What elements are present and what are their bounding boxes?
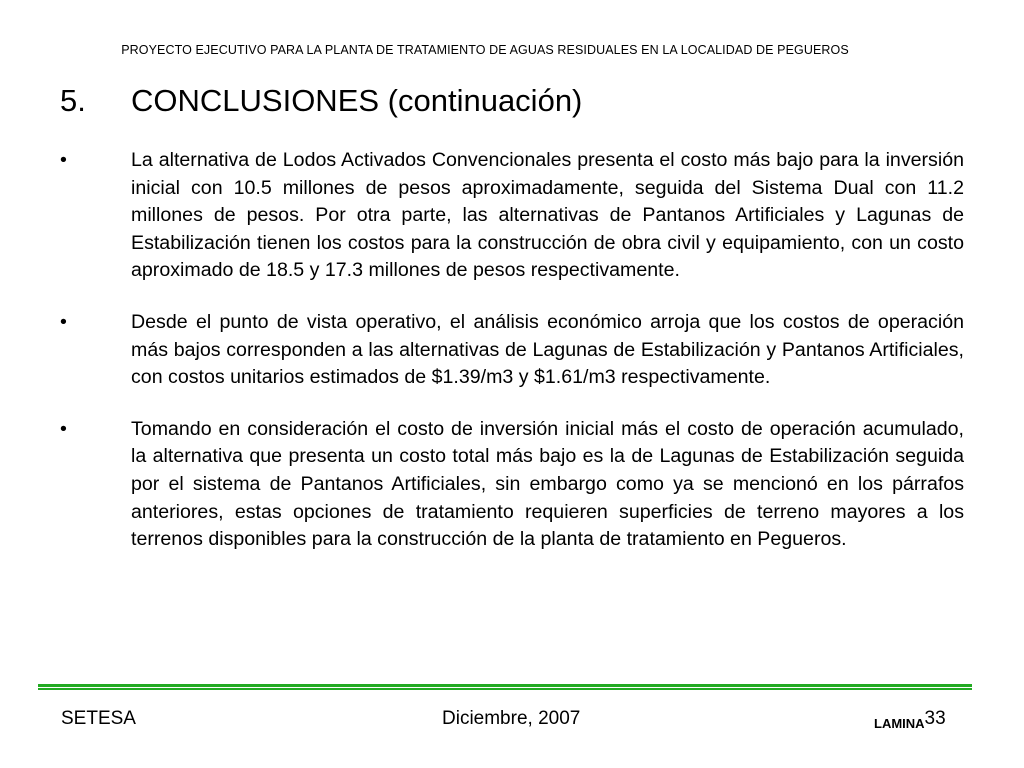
list-item: [60, 309, 964, 392]
bullet-mark: •: [60, 149, 67, 171]
bullet-text: La alternativa de Lodos Activados Convencionales presenta el costo más bajo para la inversión inicial con 10.5 millones de pesos aproximadamente, seguida del Sistema Dual con 11.2 millones de pesos. Por otra parte, las alternativas de Pantanos Artificiales y Lagunas de Estabilización tienen los costos para la construcción de obra civil y equipamiento, con un costo aproximado de 18.5 y 17.3 millones de pesos respectivamente.: [131, 149, 964, 282]
lamina-label: LAMINA: [874, 716, 925, 731]
list-item: [60, 416, 964, 554]
footer-date: Diciembre, 2007: [442, 708, 581, 729]
bullet-text: Desde el punto de vista operativo, el análisis económico arroja que los costos de operación más bajos corresponden a las alternativas de Lagunas de Estabilización y Pantanos Artificiales, con costos unitarios estimados de $1.39/m3 y $1.61/m3 respectivamente.: [131, 310, 964, 389]
footer-divider-top: [38, 684, 972, 687]
footer-page: [874, 708, 946, 731]
list-item: [60, 147, 964, 285]
bullet-mark: •: [60, 417, 67, 440]
bullet-text: Tomando en consideración el costo de inversión inicial más el costo de operación acumulado, la alternativa que presenta un costo total más bajo es la de Lagunas de Estabilización seguida por el sistema de Pantanos Artificiales, sin embargo como ya se mencionó en los párrafos anteriores, estas opciones de tratamiento requieren superficies de terreno mayores a los terrenos disponibles para la construcción de la planta de tratamiento en Pegueros.: [131, 417, 964, 551]
section-number: 5.: [60, 83, 86, 118]
section-title: [60, 83, 582, 119]
conclusions-list: [60, 147, 964, 578]
page-number: 33: [924, 708, 946, 729]
section-title-text: CONCLUSIONES (continuación): [131, 83, 583, 118]
footer-company: SETESA: [61, 708, 136, 729]
footer-divider-bottom: [38, 688, 972, 690]
project-header: PROYECTO EJECUTIVO PARA LA PLANTA DE TRATAMIENTO DE AGUAS RESIDUALES EN LA LOCALIDAD DE PEGUEROS: [121, 43, 849, 57]
bullet-mark: •: [60, 310, 67, 333]
